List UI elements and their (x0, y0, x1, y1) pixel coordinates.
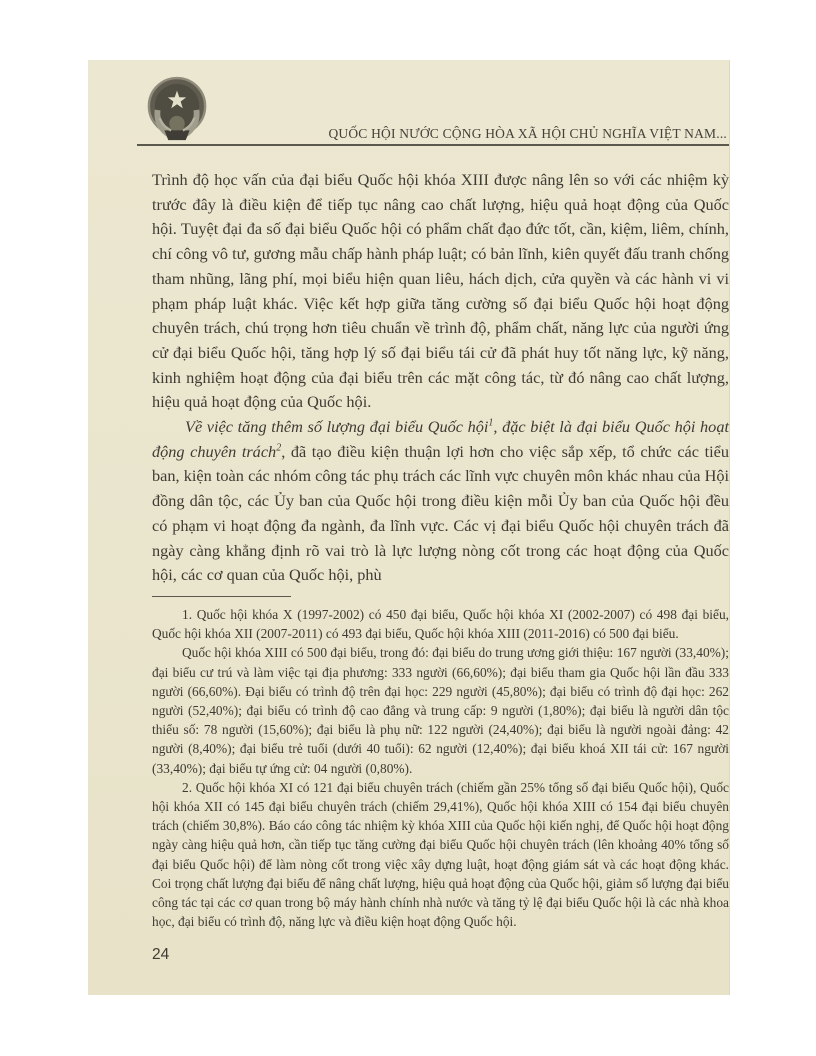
italic-segment-1: Về việc tăng thêm số lượng đại biểu Quốc hội (185, 417, 489, 437)
header-rule (137, 144, 729, 146)
page-number: 24 (152, 946, 170, 963)
body-paragraph-1: Trình độ học vấn của đại biểu Quốc hội khóa XIII được nâng lên so với các nhiệm kỳ trước đây là điều kiện để tiếp tục nâng cao chất lượng, hiệu quả hoạt động của Quốc hội. Tuyệt đại đa số đại biểu Quốc hội có phẩm chất đạo đức tốt, cần, kiệm, liêm, chính, chí công vô tư, gương mẫu chấp hành pháp luật; có bản lĩnh, kiên quyết đấu tranh chống tham nhũng, lãng phí, mọi biểu hiện quan liêu, hách dịch, cửa quyền và các hành vi vi phạm pháp luật khác. Việc kết hợp giữa tăng cường số đại biểu Quốc hội hoạt động chuyên trách, chú trọng hơn tiêu chuẩn về trình độ, phẩm chất, năng lực của người ứng cử đại biểu Quốc hội, tăng hợp lý số đại biểu tái cử đã phát huy tốt năng lực, kỹ năng, kinh nghiệm hoạt động của đại biểu trên các mặt công tác, từ đó nâng cao chất lượng, hiệu quả hoạt động của Quốc hội. (152, 170, 729, 412)
body-text-block (152, 168, 729, 588)
running-header-title: QUỐC HỘI NƯỚC CỘNG HÒA XÃ HỘI CHỦ NGHĨA VIỆT NAM... (328, 126, 727, 141)
italic-segment-2: , đặc biệt là đại biểu Quốc hội hoạt động chuyên trách (152, 417, 729, 461)
body-paragraph-2 (152, 415, 729, 588)
footnote-separator-rule (152, 596, 291, 597)
footnote-ref-1: 1 (488, 417, 494, 429)
footnote-ref-2: 2 (276, 442, 282, 454)
vietnam-emblem-icon (146, 75, 208, 147)
footnote-1-paragraph-1: 1. Quốc hội khóa X (1997-2002) có 450 đại biểu, Quốc hội khóa XI (2002-2007) có 498 đại biểu, Quốc hội khóa XII (2007-2011) có 493 đại biểu, Quốc hội khóa XIII (2011-2016) có 500 đại biểu. (152, 607, 729, 642)
scanned-book-page (88, 60, 730, 995)
footnote-1-paragraph-2: Quốc hội khóa XIII có 500 đại biểu, trong đó: đại biểu do trung ương giới thiệu: 167 người (33,40%); đại biểu cư trú và làm việc tại địa phương: 333 người (66,60%); đại biểu tham gia Quốc hội lần đầu 333 người (66,60%). Đại biểu có trình độ trên đại học: 229 người (45,80%); đại biểu có trình độ đại học: 262 người (52,40%); đại biểu có trình độ cao đẳng và trung cấp: 9 người (1,80%); đại biểu là người dân tộc thiểu số: 78 người (15,60%); đại biểu là phụ nữ: 122 người (24,40%); đại biểu là người ngoài đảng: 42 người (8,40%); đại biểu trẻ tuổi (dưới 40 tuổi): 62 người (12,40%); đại biểu khoá XII tái cử: 167 người (33,40%); đại biểu tự ứng cử: 04 người (0,80%). (152, 645, 729, 776)
footnotes-block (152, 605, 729, 931)
paragraph-2-rest: , đã tạo điều kiện thuận lợi hơn cho việc sắp xếp, tổ chức các tiểu ban, kiện toàn các nhóm công tác phụ trách các lĩnh vực chuyên môn khác nhau của Hội đồng dân tộc, các Ủy ban của Quốc hội trong điều kiện mỗi Ủy ban của Quốc hội đều có phạm vi hoạt động đa ngành, đa lĩnh vực. Các vị đại biểu Quốc hội chuyên trách đã ngày càng khẳng định rõ vai trò là lực lượng nòng cốt trong các hoạt động của Quốc hội, các cơ quan của Quốc hội, phù (152, 441, 730, 585)
footnote-2: 2. Quốc hội khóa XI có 121 đại biểu chuyên trách (chiếm gần 25% tổng số đại biểu Quốc hội), Quốc hội khóa XII có 145 đại biểu chuyên trách (chiếm 29,41%), Quốc hội khóa XIII có 154 đại biểu chuyên trách (chiếm 30,8%). Báo cáo công tác nhiệm kỳ khóa XIII của Quốc hội kiến nghị, để Quốc hội hoạt động ngày càng hiệu quả hơn, cần tiếp tục tăng cường đại biểu Quốc hội chuyên trách (lên khoảng 40% tổng số đại biểu Quốc hội) để làm nòng cốt trong việc xây dựng luật, hoạt động giám sát và các hoạt động khác. Coi trọng chất lượng đại biểu để nâng chất lượng, hiệu quả hoạt động của Quốc hội, giảm số lượng đại biểu công tác tại các cơ quan trong bộ máy hành chính nhà nước và tăng tỷ lệ đại biểu Quốc hội là các nhà khoa học, đại biểu có trình độ, năng lực và điều kiện hoạt động Quốc hội. (152, 779, 729, 930)
